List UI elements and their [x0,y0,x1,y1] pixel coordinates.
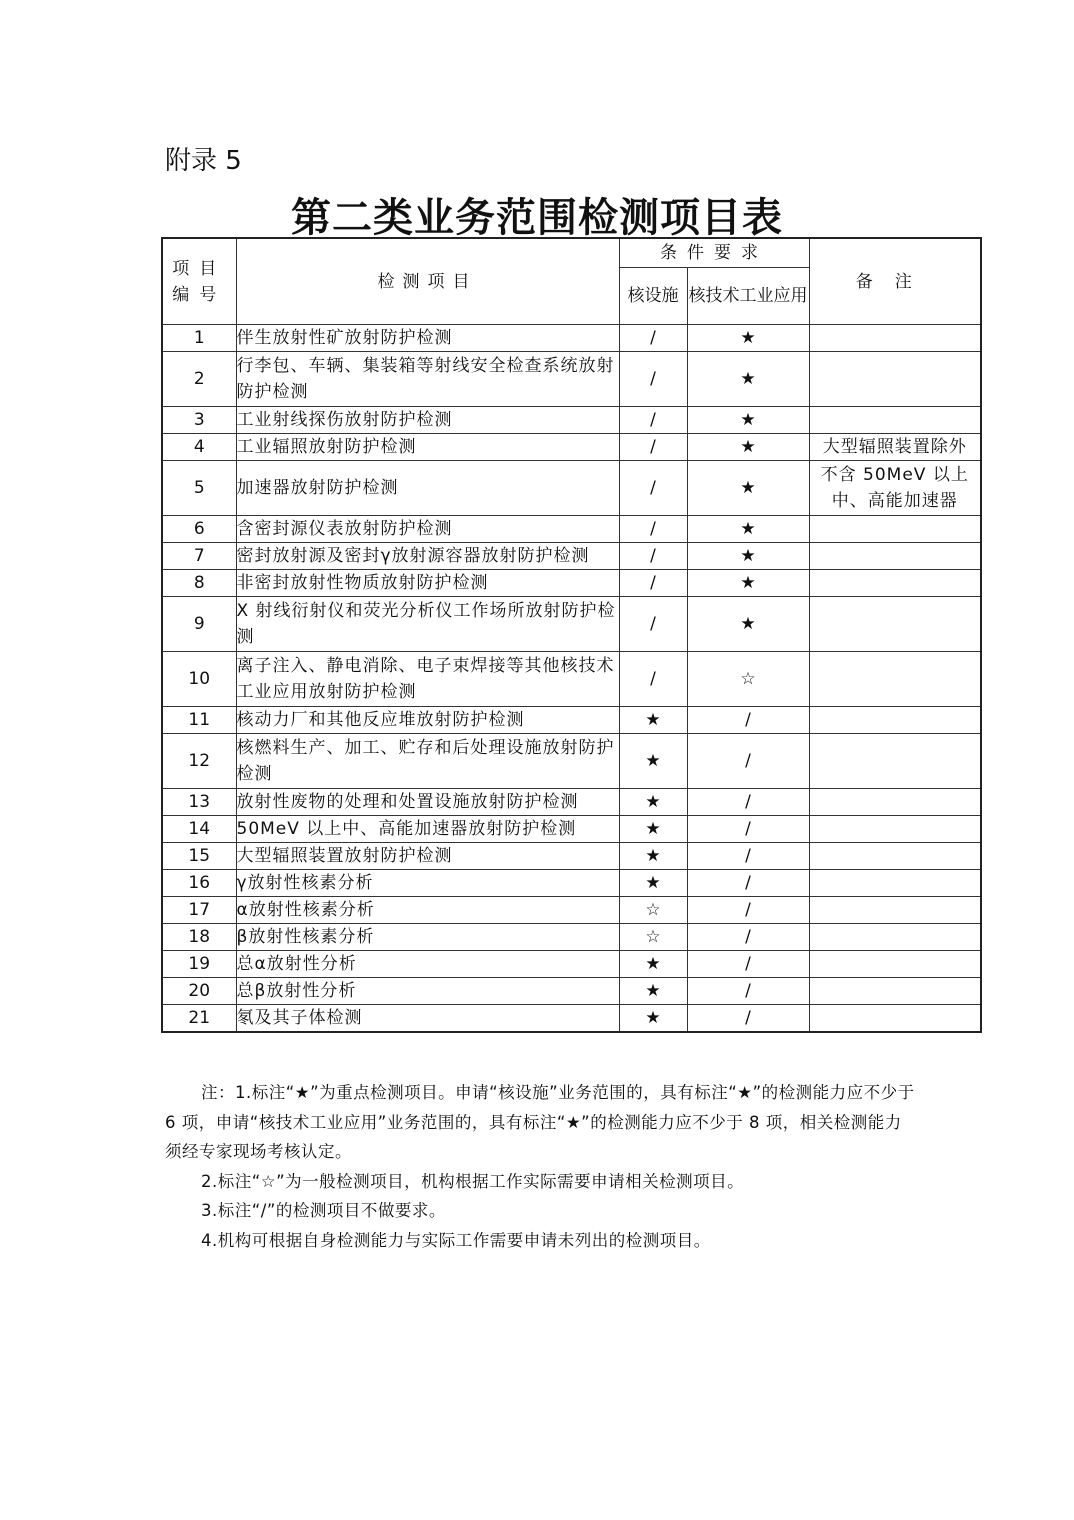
header-remark: 备注 [809,238,981,325]
row-number: 17 [162,897,236,924]
row-remark [809,570,981,597]
row-nuclear-facility-mark: / [619,516,687,543]
row-item-name: 伴生放射性矿放射防护检测 [236,325,619,352]
row-number: 4 [162,434,236,461]
row-nuclear-facility-mark: / [619,352,687,407]
row-number: 5 [162,461,236,516]
row-remark [809,543,981,570]
row-number: 13 [162,789,236,816]
row-nuclear-facility-mark: / [619,407,687,434]
row-nuclear-tech-mark: / [687,789,809,816]
row-remark [809,652,981,707]
row-nuclear-tech-mark: ☆ [687,652,809,707]
row-number: 10 [162,652,236,707]
row-number: 3 [162,407,236,434]
table-row [162,1005,981,1033]
row-nuclear-facility-mark: / [619,461,687,516]
table-row [162,434,981,461]
header-nuclear-facility: 核设施 [619,268,687,325]
row-item-name: 放射性废物的处理和处置设施放射防护检测 [236,789,619,816]
row-nuclear-tech-mark: / [687,734,809,789]
row-remark [809,978,981,1005]
table-row [162,570,981,597]
inspection-items-table [161,237,982,1033]
row-nuclear-tech-mark: / [687,978,809,1005]
row-number: 11 [162,707,236,734]
row-number: 7 [162,543,236,570]
row-nuclear-facility-mark: / [619,325,687,352]
table-row [162,924,981,951]
row-nuclear-facility-mark: / [619,434,687,461]
row-number: 15 [162,843,236,870]
row-item-name: 核动力厂和其他反应堆放射防护检测 [236,707,619,734]
table-row [162,816,981,843]
row-item-name: 工业辐照放射防护检测 [236,434,619,461]
row-nuclear-tech-mark: / [687,1005,809,1033]
row-nuclear-facility-mark: ★ [619,978,687,1005]
row-number: 18 [162,924,236,951]
table-row [162,978,981,1005]
row-number: 12 [162,734,236,789]
header-item-number [162,238,236,325]
row-nuclear-tech-mark: ★ [687,597,809,652]
row-item-name: 大型辐照装置放射防护检测 [236,843,619,870]
row-nuclear-tech-mark: / [687,897,809,924]
row-number: 6 [162,516,236,543]
row-nuclear-facility-mark: ★ [619,734,687,789]
row-nuclear-tech-mark: ★ [687,461,809,516]
row-nuclear-tech-mark: / [687,816,809,843]
row-item-name: 行李包、车辆、集装箱等射线安全检查系统放射防护检测 [236,352,619,407]
table-row [162,325,981,352]
row-item-name: 总β放射性分析 [236,978,619,1005]
row-nuclear-facility-mark: ★ [619,951,687,978]
row-remark [809,897,981,924]
row-item-name: 核燃料生产、加工、贮存和后处理设施放射防护检测 [236,734,619,789]
header-item-number-line1: 项目 [172,258,227,279]
row-item-name: 含密封源仪表放射防护检测 [236,516,619,543]
row-nuclear-tech-mark: / [687,843,809,870]
appendix-label: 附录 5 [165,146,242,176]
row-item-name: 加速器放射防护检测 [236,461,619,516]
row-nuclear-facility-mark: / [619,570,687,597]
table-row [162,897,981,924]
row-remark [809,707,981,734]
row-nuclear-facility-mark: ★ [619,1005,687,1033]
row-item-name: 氡及其子体检测 [236,1005,619,1033]
row-item-name: 工业射线探伤放射防护检测 [236,407,619,434]
row-nuclear-facility-mark: / [619,543,687,570]
header-item-number-line2: 编号 [172,284,227,305]
table-row [162,516,981,543]
row-item-name: 密封放射源及密封γ放射源容器放射防护检测 [236,543,619,570]
row-remark [809,516,981,543]
row-nuclear-facility-mark: ★ [619,870,687,897]
row-nuclear-facility-mark: ★ [619,816,687,843]
row-nuclear-tech-mark: ★ [687,325,809,352]
row-remark [809,816,981,843]
header-inspection-item: 检测项目 [236,238,619,325]
row-nuclear-tech-mark: ★ [687,543,809,570]
row-nuclear-tech-mark: ★ [687,570,809,597]
table-row [162,597,981,652]
row-nuclear-facility-mark: ★ [619,843,687,870]
note-2: 2.标注“☆”为一般检测项目，机构根据工作实际需要申请相关检测项目。 [201,1171,745,1191]
row-item-name: 离子注入、静电消除、电子束焊接等其他核技术工业应用放射防护检测 [236,652,619,707]
table-row [162,407,981,434]
note-1: 注：1.标注“★”为重点检测项目。申请“核设施”业务范围的，具有标注“★”的检测能力应不少于 6 项，申请“核技术工业应用”业务范围的，具有标注“★”的检测能力应不少于 8 项，相关检测能力须经专家现场考核认定。 [165,1083,915,1161]
row-number: 21 [162,1005,236,1033]
table-row [162,461,981,516]
row-item-name: 50MeV 以上中、高能加速器放射防护检测 [236,816,619,843]
row-remark [809,951,981,978]
notes-section [165,1078,915,1255]
table-row [162,352,981,407]
row-nuclear-tech-mark: ★ [687,434,809,461]
row-item-name: γ放射性核素分析 [236,870,619,897]
row-number: 2 [162,352,236,407]
row-nuclear-facility-mark: ☆ [619,924,687,951]
row-remark [809,407,981,434]
header-conditions: 条件要求 [619,238,809,268]
table-body [162,325,981,1033]
row-nuclear-tech-mark: ★ [687,516,809,543]
row-nuclear-facility-mark: ☆ [619,897,687,924]
header-nuclear-tech-industry: 核技术工业应用 [687,268,809,325]
row-number: 19 [162,951,236,978]
row-item-name: β放射性核素分析 [236,924,619,951]
row-number: 8 [162,570,236,597]
row-item-name: 非密封放射性物质放射防护检测 [236,570,619,597]
row-number: 16 [162,870,236,897]
table-row [162,951,981,978]
row-nuclear-tech-mark: / [687,870,809,897]
row-remark [809,325,981,352]
row-number: 1 [162,325,236,352]
table-row [162,543,981,570]
row-nuclear-facility-mark: / [619,597,687,652]
row-remark [809,352,981,407]
row-nuclear-facility-mark: / [619,652,687,707]
row-nuclear-facility-mark: ★ [619,707,687,734]
row-nuclear-facility-mark: ★ [619,789,687,816]
table-row [162,789,981,816]
row-remark [809,1005,981,1033]
row-remark [809,924,981,951]
table-row [162,870,981,897]
row-nuclear-tech-mark: / [687,924,809,951]
table-row [162,843,981,870]
row-item-name: 总α放射性分析 [236,951,619,978]
row-remark: 大型辐照装置除外 [809,434,981,461]
row-remark [809,597,981,652]
row-remark: 不含 50MeV 以上中、高能加速器 [809,461,981,516]
row-remark [809,789,981,816]
note-3: 3.标注“/”的检测项目不做要求。 [201,1201,446,1220]
row-nuclear-tech-mark: / [687,951,809,978]
row-remark [809,734,981,789]
row-item-name: X 射线衍射仪和荧光分析仪工作场所放射防护检测 [236,597,619,652]
row-remark [809,843,981,870]
row-item-name: α放射性核素分析 [236,897,619,924]
row-nuclear-tech-mark: ★ [687,407,809,434]
table-row [162,707,981,734]
row-number: 14 [162,816,236,843]
table-row [162,734,981,789]
row-number: 9 [162,597,236,652]
note-4: 4.机构可根据自身检测能力与实际工作需要申请未列出的检测项目。 [201,1230,711,1250]
row-nuclear-tech-mark: / [687,707,809,734]
table-row [162,652,981,707]
row-remark [809,870,981,897]
page-title: 第二类业务范围检测项目表 [291,194,783,241]
row-number: 20 [162,978,236,1005]
row-nuclear-tech-mark: ★ [687,352,809,407]
